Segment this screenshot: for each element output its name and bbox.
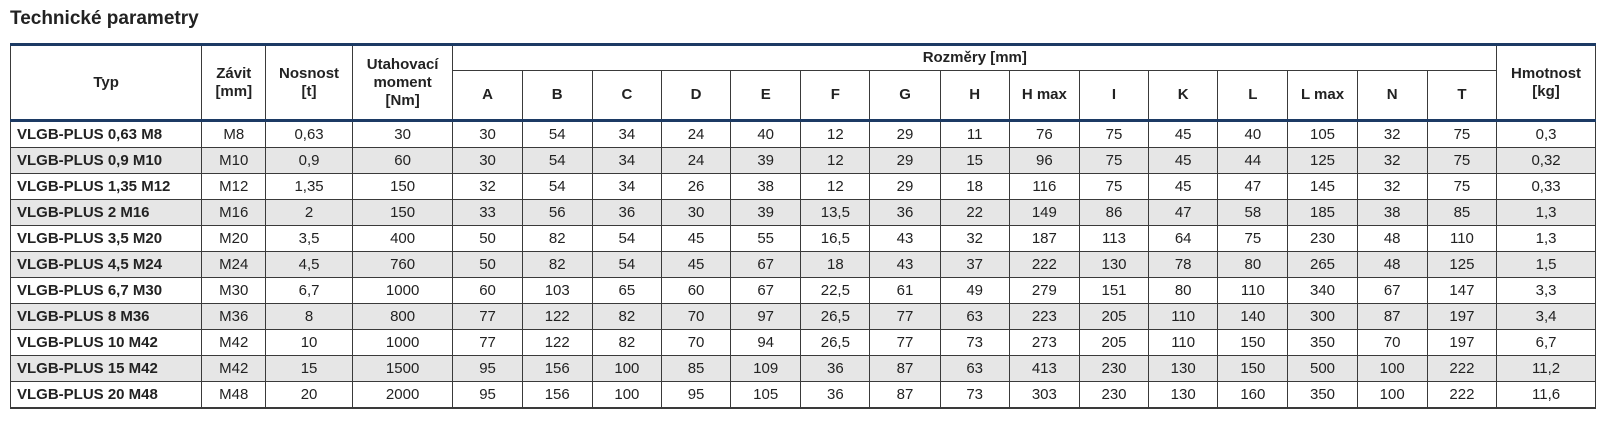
table-cell: 75 bbox=[1218, 226, 1288, 252]
table-row bbox=[11, 200, 1596, 226]
table-cell: 63 bbox=[940, 304, 1009, 330]
cell-typ: VLGB-PLUS 0,63 M8 bbox=[11, 121, 202, 148]
table-cell: 18 bbox=[801, 252, 870, 278]
table-cell: 50 bbox=[453, 226, 522, 252]
cell-typ: VLGB-PLUS 8 M36 bbox=[11, 304, 202, 330]
table-cell: 87 bbox=[870, 382, 940, 409]
table-cell: 64 bbox=[1149, 226, 1218, 252]
cell-typ: VLGB-PLUS 3,5 M20 bbox=[11, 226, 202, 252]
table-cell: M12 bbox=[202, 174, 266, 200]
table-cell: 1,35 bbox=[266, 174, 352, 200]
header-dim-l: L bbox=[1218, 71, 1288, 121]
header-zavit-unit: [mm] bbox=[215, 82, 253, 100]
table-cell: 300 bbox=[1288, 304, 1357, 330]
header-dim-h: H bbox=[940, 71, 1009, 121]
table-cell: 1000 bbox=[352, 278, 453, 304]
header-rozmery-group: Rozměry [mm] bbox=[453, 45, 1497, 71]
table-cell: M24 bbox=[202, 252, 266, 278]
header-typ: Typ bbox=[11, 45, 202, 121]
table-cell: 205 bbox=[1079, 304, 1148, 330]
table-cell: 75 bbox=[1427, 121, 1496, 148]
table-cell: 77 bbox=[870, 330, 940, 356]
table-cell: 75 bbox=[1079, 174, 1148, 200]
table-cell: 34 bbox=[592, 148, 661, 174]
table-cell: 18 bbox=[940, 174, 1009, 200]
table-cell: 197 bbox=[1427, 330, 1496, 356]
table-cell: 43 bbox=[870, 252, 940, 278]
table-cell: 29 bbox=[870, 121, 940, 148]
table-cell: 110 bbox=[1149, 330, 1218, 356]
table-row bbox=[11, 121, 1596, 148]
table-cell: 230 bbox=[1079, 382, 1148, 409]
table-cell: 16,5 bbox=[801, 226, 870, 252]
table-cell: 149 bbox=[1009, 200, 1079, 226]
header-dim-g: G bbox=[870, 71, 940, 121]
table-cell: 45 bbox=[1149, 148, 1218, 174]
table-cell: 20 bbox=[266, 382, 352, 409]
table-cell: 0,33 bbox=[1497, 174, 1596, 200]
page-title: Technické parametry bbox=[10, 8, 199, 29]
header-dim-c: C bbox=[592, 71, 661, 121]
table-cell: 70 bbox=[661, 304, 730, 330]
table-row bbox=[11, 330, 1596, 356]
header-dim-a: A bbox=[453, 71, 522, 121]
table-cell: 36 bbox=[801, 382, 870, 409]
table-cell: 36 bbox=[870, 200, 940, 226]
table-cell: 54 bbox=[522, 174, 592, 200]
header-hmotnost-label: Hmotnost bbox=[1511, 64, 1582, 82]
header-dim-l-max: L max bbox=[1288, 71, 1357, 121]
table-cell: 77 bbox=[870, 304, 940, 330]
table-cell: 58 bbox=[1218, 200, 1288, 226]
table-cell: 77 bbox=[453, 330, 522, 356]
table-cell: 70 bbox=[661, 330, 730, 356]
table-cell: 80 bbox=[1149, 278, 1218, 304]
table-cell: 97 bbox=[731, 304, 801, 330]
table-cell: 85 bbox=[1427, 200, 1496, 226]
table-cell: 36 bbox=[801, 356, 870, 382]
table-cell: 6,7 bbox=[1497, 330, 1596, 356]
table-cell: 2000 bbox=[352, 382, 453, 409]
table-cell: 113 bbox=[1079, 226, 1148, 252]
table-cell: 350 bbox=[1288, 382, 1357, 409]
cell-typ: VLGB-PLUS 6,7 M30 bbox=[11, 278, 202, 304]
cell-typ: VLGB-PLUS 10 M42 bbox=[11, 330, 202, 356]
table-cell: 3,4 bbox=[1497, 304, 1596, 330]
table-cell: 303 bbox=[1009, 382, 1079, 409]
header-dim-e: E bbox=[731, 71, 801, 121]
table-cell: 1,5 bbox=[1497, 252, 1596, 278]
table-cell: 0,9 bbox=[266, 148, 352, 174]
table-cell: 32 bbox=[1357, 148, 1427, 174]
table-cell: 78 bbox=[1149, 252, 1218, 278]
table-cell: 50 bbox=[453, 252, 522, 278]
table-cell: 4,5 bbox=[266, 252, 352, 278]
table-cell: 44 bbox=[1218, 148, 1288, 174]
table-cell: 47 bbox=[1149, 200, 1218, 226]
table-cell: 24 bbox=[661, 148, 730, 174]
table-cell: 222 bbox=[1427, 382, 1496, 409]
header-moment-label-1: Utahovací bbox=[366, 55, 439, 73]
table-cell: 54 bbox=[522, 121, 592, 148]
table-cell: 100 bbox=[592, 356, 661, 382]
table-cell: 45 bbox=[661, 226, 730, 252]
table-cell: 54 bbox=[522, 148, 592, 174]
table-cell: 400 bbox=[352, 226, 453, 252]
table-cell: 94 bbox=[731, 330, 801, 356]
table-row bbox=[11, 356, 1596, 382]
table-cell: 223 bbox=[1009, 304, 1079, 330]
table-cell: 116 bbox=[1009, 174, 1079, 200]
table-cell: M36 bbox=[202, 304, 266, 330]
table-cell: 145 bbox=[1288, 174, 1357, 200]
table-cell: 125 bbox=[1288, 148, 1357, 174]
table-cell: 11,6 bbox=[1497, 382, 1596, 409]
table-cell: 54 bbox=[592, 226, 661, 252]
table-cell: 95 bbox=[453, 356, 522, 382]
table-row bbox=[11, 304, 1596, 330]
table-cell: 187 bbox=[1009, 226, 1079, 252]
table-cell: 8 bbox=[266, 304, 352, 330]
header-dim-i: I bbox=[1079, 71, 1148, 121]
table-cell: 105 bbox=[731, 382, 801, 409]
table-cell: 150 bbox=[352, 200, 453, 226]
header-hmotnost bbox=[1497, 45, 1596, 121]
table-cell: 67 bbox=[731, 278, 801, 304]
table-cell: 100 bbox=[592, 382, 661, 409]
table-cell: 26,5 bbox=[801, 304, 870, 330]
table-cell: M10 bbox=[202, 148, 266, 174]
table-cell: 87 bbox=[870, 356, 940, 382]
cell-typ: VLGB-PLUS 4,5 M24 bbox=[11, 252, 202, 278]
table-row bbox=[11, 252, 1596, 278]
table-cell: 82 bbox=[592, 304, 661, 330]
cell-typ: VLGB-PLUS 1,35 M12 bbox=[11, 174, 202, 200]
table-cell: 30 bbox=[453, 121, 522, 148]
table-cell: 230 bbox=[1079, 356, 1148, 382]
table-cell: 37 bbox=[940, 252, 1009, 278]
table-cell: 1,3 bbox=[1497, 200, 1596, 226]
table-cell: 95 bbox=[661, 382, 730, 409]
cell-typ: VLGB-PLUS 0,9 M10 bbox=[11, 148, 202, 174]
table-cell: 34 bbox=[592, 121, 661, 148]
header-dim-n: N bbox=[1357, 71, 1427, 121]
table-cell: 12 bbox=[801, 148, 870, 174]
table-cell: 73 bbox=[940, 330, 1009, 356]
table-row bbox=[11, 278, 1596, 304]
table-cell: 85 bbox=[661, 356, 730, 382]
table-cell: 45 bbox=[661, 252, 730, 278]
table-cell: 0,32 bbox=[1497, 148, 1596, 174]
table-cell: 65 bbox=[592, 278, 661, 304]
table-cell: 36 bbox=[592, 200, 661, 226]
table-cell: 150 bbox=[1218, 356, 1288, 382]
cell-typ: VLGB-PLUS 2 M16 bbox=[11, 200, 202, 226]
table-cell: 26 bbox=[661, 174, 730, 200]
table-cell: 147 bbox=[1427, 278, 1496, 304]
table-cell: 87 bbox=[1357, 304, 1427, 330]
table-cell: 222 bbox=[1427, 356, 1496, 382]
table-cell: 75 bbox=[1427, 148, 1496, 174]
table-cell: 130 bbox=[1079, 252, 1148, 278]
table-cell: 86 bbox=[1079, 200, 1148, 226]
table-cell: M48 bbox=[202, 382, 266, 409]
table-cell: 122 bbox=[522, 304, 592, 330]
table-cell: 12 bbox=[801, 174, 870, 200]
table-cell: M16 bbox=[202, 200, 266, 226]
table-cell: 413 bbox=[1009, 356, 1079, 382]
table-cell: 800 bbox=[352, 304, 453, 330]
table-cell: 60 bbox=[661, 278, 730, 304]
table-cell: 130 bbox=[1149, 382, 1218, 409]
table-cell: 30 bbox=[661, 200, 730, 226]
table-cell: 2 bbox=[266, 200, 352, 226]
table-cell: 77 bbox=[453, 304, 522, 330]
table-cell: 29 bbox=[870, 174, 940, 200]
table-cell: 11,2 bbox=[1497, 356, 1596, 382]
table-cell: 76 bbox=[1009, 121, 1079, 148]
table-cell: 73 bbox=[940, 382, 1009, 409]
table-cell: 40 bbox=[731, 121, 801, 148]
table-cell: 82 bbox=[522, 252, 592, 278]
table-cell: 48 bbox=[1357, 226, 1427, 252]
table-cell: 100 bbox=[1357, 356, 1427, 382]
table-cell: 32 bbox=[1357, 174, 1427, 200]
table-cell: 32 bbox=[1357, 121, 1427, 148]
header-zavit-label: Závit bbox=[216, 64, 252, 82]
table-cell: 11 bbox=[940, 121, 1009, 148]
table-cell: 75 bbox=[1079, 121, 1148, 148]
table-cell: 105 bbox=[1288, 121, 1357, 148]
header-moment-label-2: moment bbox=[373, 73, 432, 91]
table-cell: 34 bbox=[592, 174, 661, 200]
table-cell: 10 bbox=[266, 330, 352, 356]
cell-typ: VLGB-PLUS 15 M42 bbox=[11, 356, 202, 382]
header-dim-h-max: H max bbox=[1009, 71, 1079, 121]
table-cell: 82 bbox=[592, 330, 661, 356]
table-cell: 140 bbox=[1218, 304, 1288, 330]
table-cell: 63 bbox=[940, 356, 1009, 382]
table-cell: 26,5 bbox=[801, 330, 870, 356]
table-cell: 100 bbox=[1357, 382, 1427, 409]
table-cell: 1000 bbox=[352, 330, 453, 356]
table-row bbox=[11, 148, 1596, 174]
table-cell: 39 bbox=[731, 200, 801, 226]
table-cell: 82 bbox=[522, 226, 592, 252]
header-nosnost-label: Nosnost bbox=[279, 64, 340, 82]
table-cell: 75 bbox=[1079, 148, 1148, 174]
header-nosnost-unit: [t] bbox=[301, 82, 317, 100]
table-cell: 760 bbox=[352, 252, 453, 278]
table-cell: 13,5 bbox=[801, 200, 870, 226]
technical-parameters-table bbox=[10, 43, 1596, 409]
table-cell: 350 bbox=[1288, 330, 1357, 356]
table-row bbox=[11, 226, 1596, 252]
table-cell: 22,5 bbox=[801, 278, 870, 304]
table-cell: 1,3 bbox=[1497, 226, 1596, 252]
table-cell: M42 bbox=[202, 330, 266, 356]
header-dim-k: K bbox=[1149, 71, 1218, 121]
header-nosnost bbox=[266, 45, 352, 121]
table-cell: 15 bbox=[266, 356, 352, 382]
table-cell: 265 bbox=[1288, 252, 1357, 278]
table-cell: 500 bbox=[1288, 356, 1357, 382]
table-cell: 3,5 bbox=[266, 226, 352, 252]
table-cell: 60 bbox=[352, 148, 453, 174]
table-cell: 205 bbox=[1079, 330, 1148, 356]
table-cell: 45 bbox=[1149, 174, 1218, 200]
table-cell: 67 bbox=[1357, 278, 1427, 304]
table-cell: 110 bbox=[1149, 304, 1218, 330]
table-cell: 75 bbox=[1427, 174, 1496, 200]
table-cell: 30 bbox=[453, 148, 522, 174]
header-zavit bbox=[202, 45, 266, 121]
table-cell: M8 bbox=[202, 121, 266, 148]
table-cell: 1500 bbox=[352, 356, 453, 382]
table-cell: 340 bbox=[1288, 278, 1357, 304]
table-cell: 22 bbox=[940, 200, 1009, 226]
table-cell: 156 bbox=[522, 356, 592, 382]
table-cell: 3,3 bbox=[1497, 278, 1596, 304]
table-cell: 67 bbox=[731, 252, 801, 278]
table-cell: 125 bbox=[1427, 252, 1496, 278]
table-cell: M42 bbox=[202, 356, 266, 382]
table-cell: 38 bbox=[731, 174, 801, 200]
table-cell: 110 bbox=[1427, 226, 1496, 252]
table-cell: 15 bbox=[940, 148, 1009, 174]
table-cell: 222 bbox=[1009, 252, 1079, 278]
table-cell: 80 bbox=[1218, 252, 1288, 278]
table-cell: 95 bbox=[453, 382, 522, 409]
table-cell: 6,7 bbox=[266, 278, 352, 304]
table-cell: 160 bbox=[1218, 382, 1288, 409]
table-row bbox=[11, 382, 1596, 409]
table-cell: 197 bbox=[1427, 304, 1496, 330]
table-cell: 43 bbox=[870, 226, 940, 252]
table-cell: 0,3 bbox=[1497, 121, 1596, 148]
table-cell: 70 bbox=[1357, 330, 1427, 356]
table-cell: 130 bbox=[1149, 356, 1218, 382]
header-hmotnost-unit: [kg] bbox=[1532, 82, 1560, 100]
table-cell: 38 bbox=[1357, 200, 1427, 226]
table-cell: M20 bbox=[202, 226, 266, 252]
header-dim-f: F bbox=[801, 71, 870, 121]
table-cell: 110 bbox=[1218, 278, 1288, 304]
table-cell: 33 bbox=[453, 200, 522, 226]
table-cell: 47 bbox=[1218, 174, 1288, 200]
table-cell: 55 bbox=[731, 226, 801, 252]
table-cell: M30 bbox=[202, 278, 266, 304]
table-cell: 48 bbox=[1357, 252, 1427, 278]
table-cell: 30 bbox=[352, 121, 453, 148]
table-cell: 32 bbox=[940, 226, 1009, 252]
table-cell: 273 bbox=[1009, 330, 1079, 356]
table-cell: 61 bbox=[870, 278, 940, 304]
table-cell: 60 bbox=[453, 278, 522, 304]
table-cell: 40 bbox=[1218, 121, 1288, 148]
table-cell: 156 bbox=[522, 382, 592, 409]
table-cell: 150 bbox=[352, 174, 453, 200]
header-dim-d: D bbox=[661, 71, 730, 121]
table-cell: 32 bbox=[453, 174, 522, 200]
table-cell: 24 bbox=[661, 121, 730, 148]
table-cell: 45 bbox=[1149, 121, 1218, 148]
header-dim-t: T bbox=[1427, 71, 1496, 121]
table-cell: 150 bbox=[1218, 330, 1288, 356]
table-cell: 230 bbox=[1288, 226, 1357, 252]
table-cell: 49 bbox=[940, 278, 1009, 304]
table-cell: 122 bbox=[522, 330, 592, 356]
table-cell: 0,63 bbox=[266, 121, 352, 148]
table-cell: 56 bbox=[522, 200, 592, 226]
table-cell: 151 bbox=[1079, 278, 1148, 304]
table-row bbox=[11, 174, 1596, 200]
table-cell: 96 bbox=[1009, 148, 1079, 174]
table-cell: 39 bbox=[731, 148, 801, 174]
table-cell: 279 bbox=[1009, 278, 1079, 304]
table-cell: 185 bbox=[1288, 200, 1357, 226]
table-cell: 29 bbox=[870, 148, 940, 174]
table-cell: 103 bbox=[522, 278, 592, 304]
header-moment bbox=[352, 45, 453, 121]
table-cell: 12 bbox=[801, 121, 870, 148]
header-dim-b: B bbox=[522, 71, 592, 121]
cell-typ: VLGB-PLUS 20 M48 bbox=[11, 382, 202, 409]
header-moment-unit: [Nm] bbox=[385, 91, 420, 109]
table-cell: 109 bbox=[731, 356, 801, 382]
table-cell: 54 bbox=[592, 252, 661, 278]
